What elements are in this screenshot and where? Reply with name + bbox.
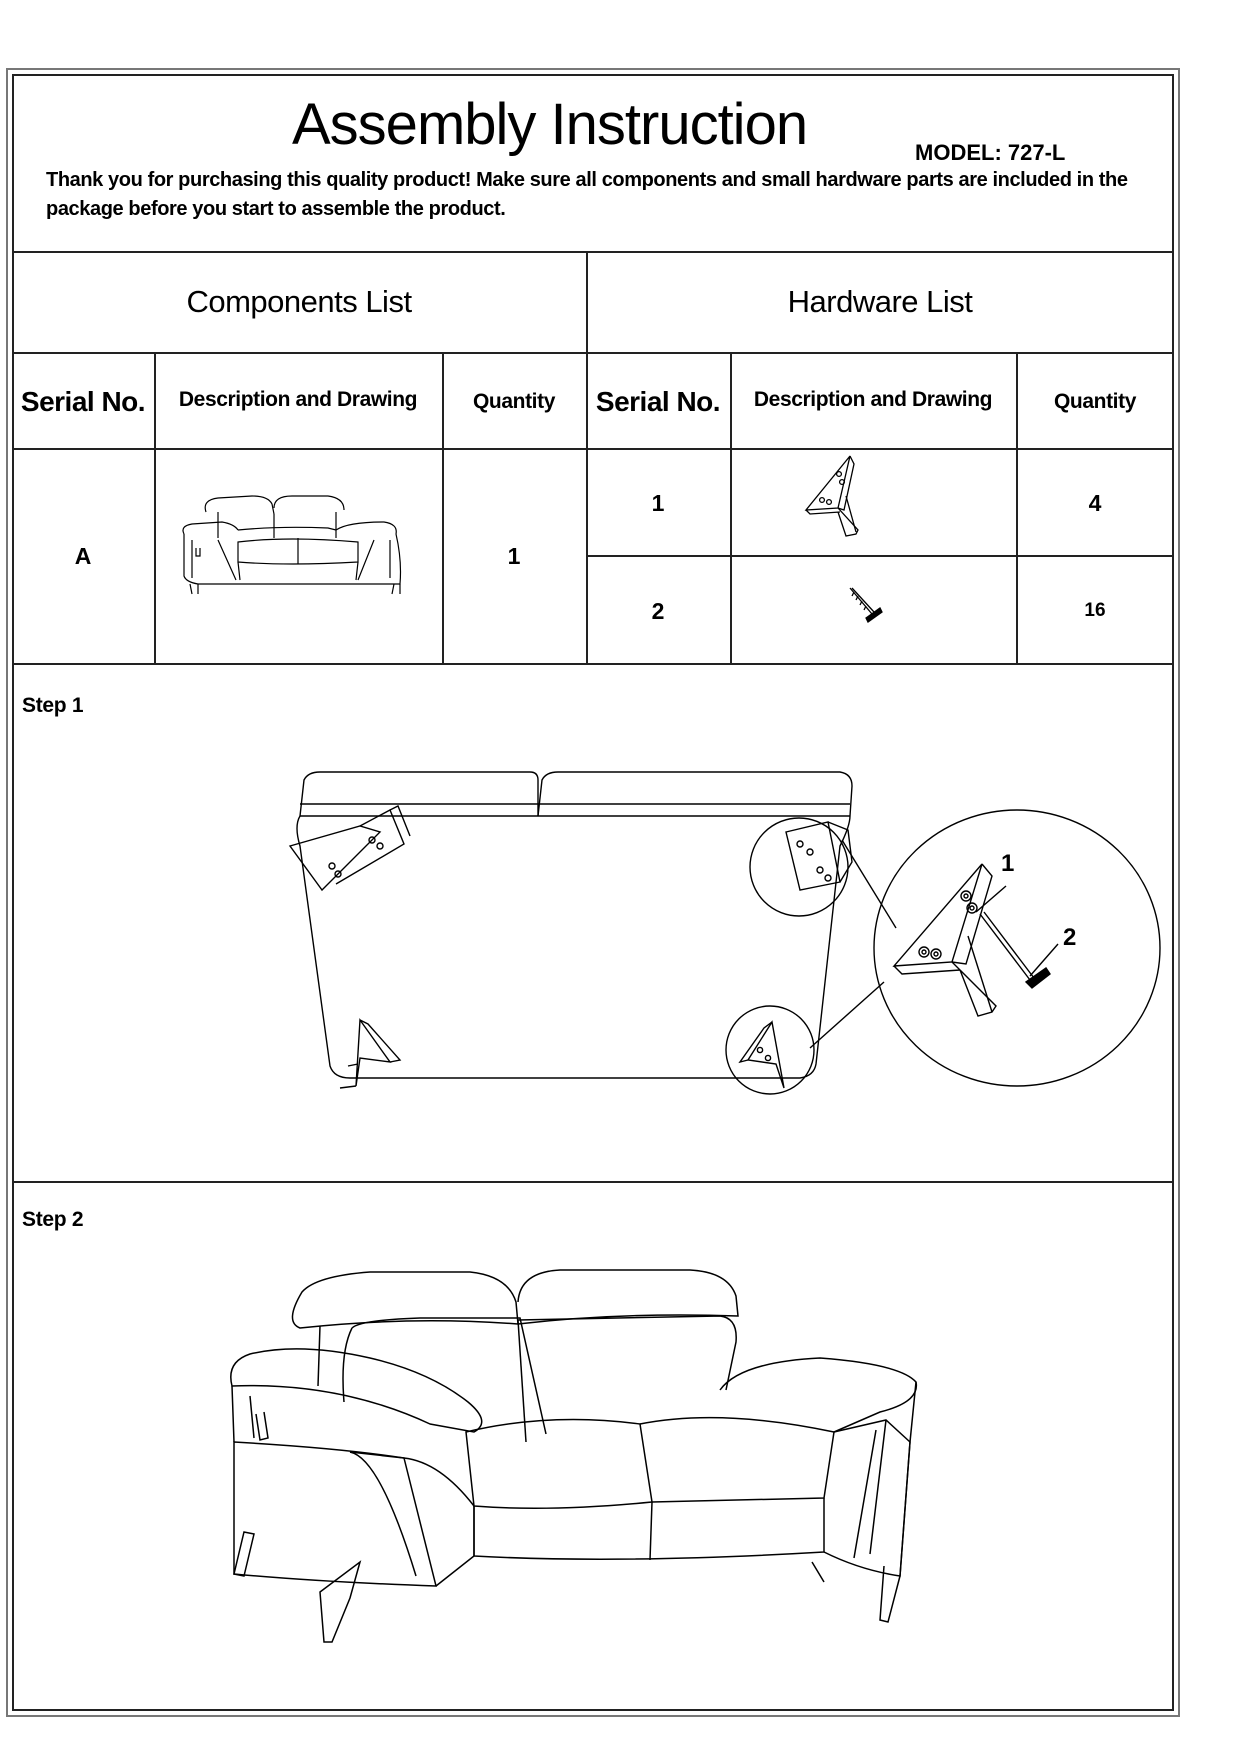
component-serial: A bbox=[74, 543, 92, 569]
hardware-quantity-1: 4 bbox=[1088, 490, 1102, 516]
hardware-list-title: Hardware List bbox=[787, 284, 973, 319]
step-2-label: Step 2 bbox=[22, 1208, 84, 1231]
callout-1: 1 bbox=[1001, 850, 1015, 877]
callout-2: 2 bbox=[1063, 924, 1077, 951]
rule-section-titles bbox=[12, 352, 1174, 354]
rule-column-headers bbox=[12, 448, 1174, 450]
rule-step-divider bbox=[12, 1181, 1174, 1183]
hardware-quantity-2: 16 bbox=[1084, 600, 1106, 621]
rule-table-bottom bbox=[12, 663, 1174, 665]
components-col-quantity: Quantity bbox=[473, 390, 555, 413]
component-quantity: 1 bbox=[507, 543, 521, 569]
components-col-description: Description and Drawing bbox=[178, 388, 418, 411]
components-list-title: Components List bbox=[186, 284, 412, 319]
rule-header-bottom bbox=[12, 251, 1174, 253]
hardware-serial-2: 2 bbox=[651, 598, 665, 624]
hardware-col-description: Description and Drawing bbox=[753, 388, 993, 411]
rule-hardware-row bbox=[586, 555, 1174, 557]
loveseat-icon bbox=[178, 490, 418, 600]
model-number: MODEL: 727-L bbox=[915, 140, 1066, 165]
leg-detail-drawing bbox=[880, 856, 1080, 1026]
hardware-col-quantity: Quantity bbox=[1054, 390, 1136, 413]
hardware-col-serial: Serial No. bbox=[595, 386, 721, 417]
leg-icon bbox=[798, 452, 878, 542]
page-title: Assembly Instruction bbox=[292, 92, 808, 157]
hardware-serial-1: 1 bbox=[651, 490, 665, 516]
step-2-assembled-sofa bbox=[220, 1262, 1020, 1642]
step-1-label: Step 1 bbox=[22, 694, 84, 717]
components-col-serial: Serial No. bbox=[20, 386, 146, 417]
intro-text: Thank you for purchasing this quality product! Make sure all components and small hardware parts are included in the package before you start to assemble the product. bbox=[46, 169, 1128, 220]
screw-icon bbox=[842, 584, 892, 634]
